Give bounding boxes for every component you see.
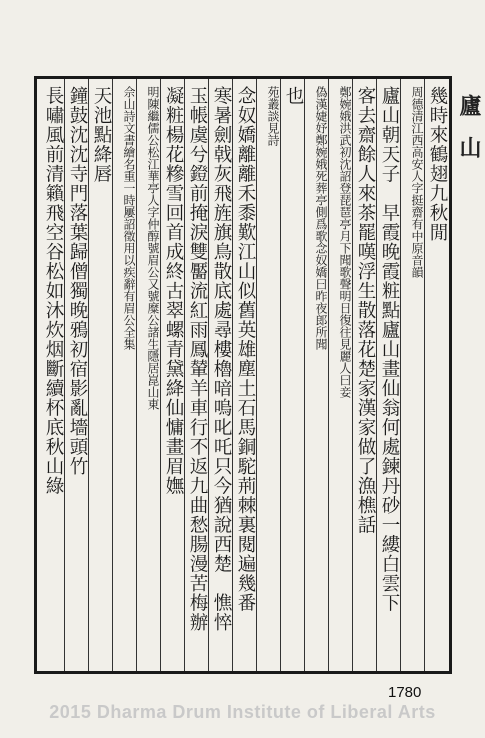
text-column: 明陳繼儒公松江華亭人字仲醇號眉公又號糜公諸生隱居崑山東 bbox=[146, 86, 160, 410]
column-rule bbox=[424, 79, 425, 671]
text-column: 客去齋餘人來茶罷嘆浮生散落花楚家漢家做了漁樵話 bbox=[355, 86, 376, 535]
column-rule bbox=[352, 79, 353, 671]
column-rule bbox=[328, 79, 329, 671]
column-rule bbox=[232, 79, 233, 671]
text-column: 苑叢談見詩 bbox=[266, 86, 280, 146]
text-column: 鐘鼓沈沈寺門落葉歸僧獨晚鴉初宿影亂墻頭竹 bbox=[67, 86, 88, 476]
text-column: 凝粧楊花糝雪回首成終古翠螺青黛絳仙慵畫眉嫵 bbox=[163, 86, 184, 496]
column-rule bbox=[400, 79, 401, 671]
column-rule bbox=[304, 79, 305, 671]
text-column: 天池點絳唇 bbox=[91, 86, 112, 184]
text-column: 周德清江西高安人字挺齋有中原音韻 bbox=[410, 86, 424, 278]
text-column: 玉帳虞兮鐙前掩淚雙靨流紅雨鳳輦羊車行不返九曲愁腸漫苦梅辦 bbox=[187, 86, 208, 632]
column-rule bbox=[280, 79, 281, 671]
column-rule bbox=[376, 79, 377, 671]
column-rule bbox=[112, 79, 113, 671]
column-rule bbox=[64, 79, 65, 671]
text-column: 偽漢婕妤鄭婉娥死葬亭側爲歌念奴嬌曰昨夜郎所聞 bbox=[314, 86, 328, 350]
column-rule bbox=[160, 79, 161, 671]
column-rule bbox=[256, 79, 257, 671]
text-column: 長嘯風前清籟飛空谷松如沐炊烟斷續杯底秋山綠 bbox=[43, 86, 64, 496]
text-column: 佘山詩文書繪名重一時屢詔徵用以疾辭有眉公全集 bbox=[122, 86, 136, 350]
text-column: 廬山朝天子 早霞晚霞粧點廬山畫仙翁何處鍊丹砂一縷白雲下 bbox=[379, 86, 400, 613]
column-rule bbox=[136, 79, 137, 671]
page-header: 廬山 bbox=[456, 94, 482, 178]
page-number: 1780 bbox=[388, 684, 422, 701]
watermark: 2015 Dharma Drum Institute of Liberal Arts bbox=[49, 702, 436, 722]
text-column: 幾時來鶴翅九秋閒 bbox=[427, 86, 448, 242]
column-rule bbox=[208, 79, 209, 671]
column-rule bbox=[88, 79, 89, 671]
text-column: 念奴嬌離離禾黍歎江山似舊英雄塵土石馬銅駝荊棘裏閱遍幾番 bbox=[235, 86, 256, 613]
column-rule bbox=[184, 79, 185, 671]
text-column: 也 bbox=[283, 86, 304, 106]
text-column: 寒暑劍戟灰飛旌旗鳥散底處尋樓櫓喑嗚叱吒只今猶說西楚 憔悴 bbox=[211, 86, 232, 632]
text-column: 鄭婉娥洪武初沈詔登琵琶亭月下聞歌聲明日復往見麗人曰妾 bbox=[338, 86, 352, 398]
